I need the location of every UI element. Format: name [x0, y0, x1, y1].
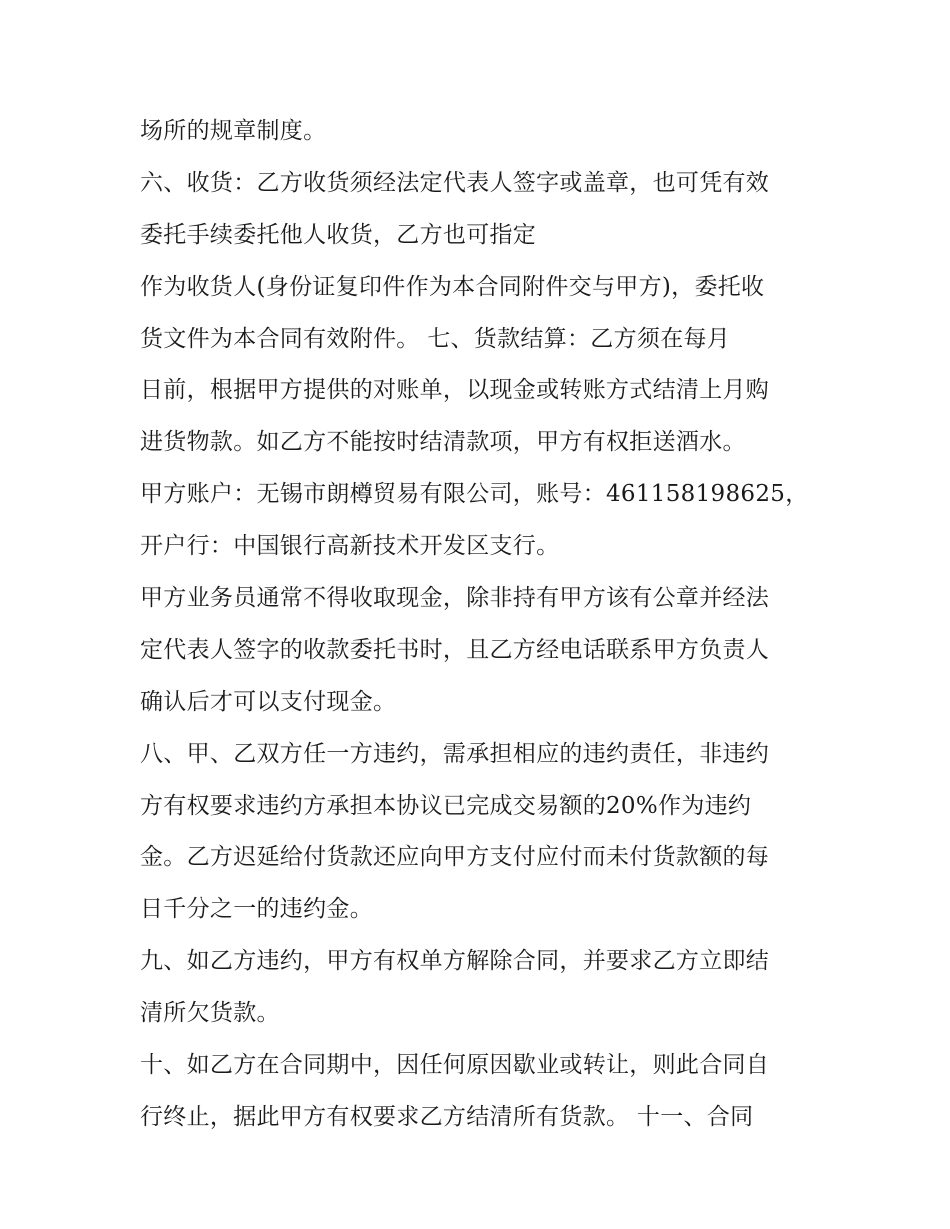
contract-text: [140, 106, 820, 1144]
text-line: 清所欠货款。: [140, 1000, 280, 1027]
text-line: 甲方账户：无锡市朗樽贸易有限公司，账号：461158198625，: [140, 481, 809, 508]
text-line: 方有权要求违约方承担本协议已完成交易额的20%作为违约: [140, 792, 752, 819]
text-line: 甲方业务员通常不得收取现金，除非持有甲方该有公章并经法: [140, 585, 770, 612]
text-line: 九、如乙方违约，甲方有权单方解除合同，并要求乙方立即结: [140, 948, 770, 975]
text-line: 六、收货：乙方收货须经法定代表人签字或盖章，也可凭有效: [140, 169, 770, 196]
text-line: 金。乙方迟延给付货款还应向甲方支付应付而未付货款额的每: [140, 844, 770, 871]
text-line: 作为收货人(身份证复印件作为本合同附件交与甲方)，委托收: [140, 273, 765, 300]
text-line: 场所的规章制度。: [140, 118, 327, 144]
text-line: 行终止，据此甲方有权要求乙方结清所有货款。 十一、合同: [140, 1103, 754, 1130]
text-line: 日前，根据甲方提供的对账单，以现金或转账方式结清上月购: [140, 377, 770, 404]
text-line: 十、如乙方在合同期中，因任何原因歇业或转让，则此合同自: [140, 1052, 770, 1079]
text-line: 八、甲、乙双方任一方违约，需承担相应的违约责任，非违约: [140, 740, 770, 767]
text-line: 定代表人签字的收款委托书时，且乙方经电话联系甲方负责人: [140, 636, 770, 663]
text-line: 委托手续委托他人收货，乙方也可指定: [140, 221, 537, 248]
text-line: 进货物款。如乙方不能按时结清款项，甲方有权拒送酒水。: [140, 429, 746, 456]
text-line: 日千分之一的违约金。: [140, 896, 373, 923]
text-line: 货文件为本合同有效附件。 七、货款结算：乙方须在每月: [140, 325, 731, 352]
text-line: 开户行：中国银行高新技术开发区支行。: [140, 533, 560, 560]
text-line: 确认后才可以支付现金。: [140, 688, 397, 715]
